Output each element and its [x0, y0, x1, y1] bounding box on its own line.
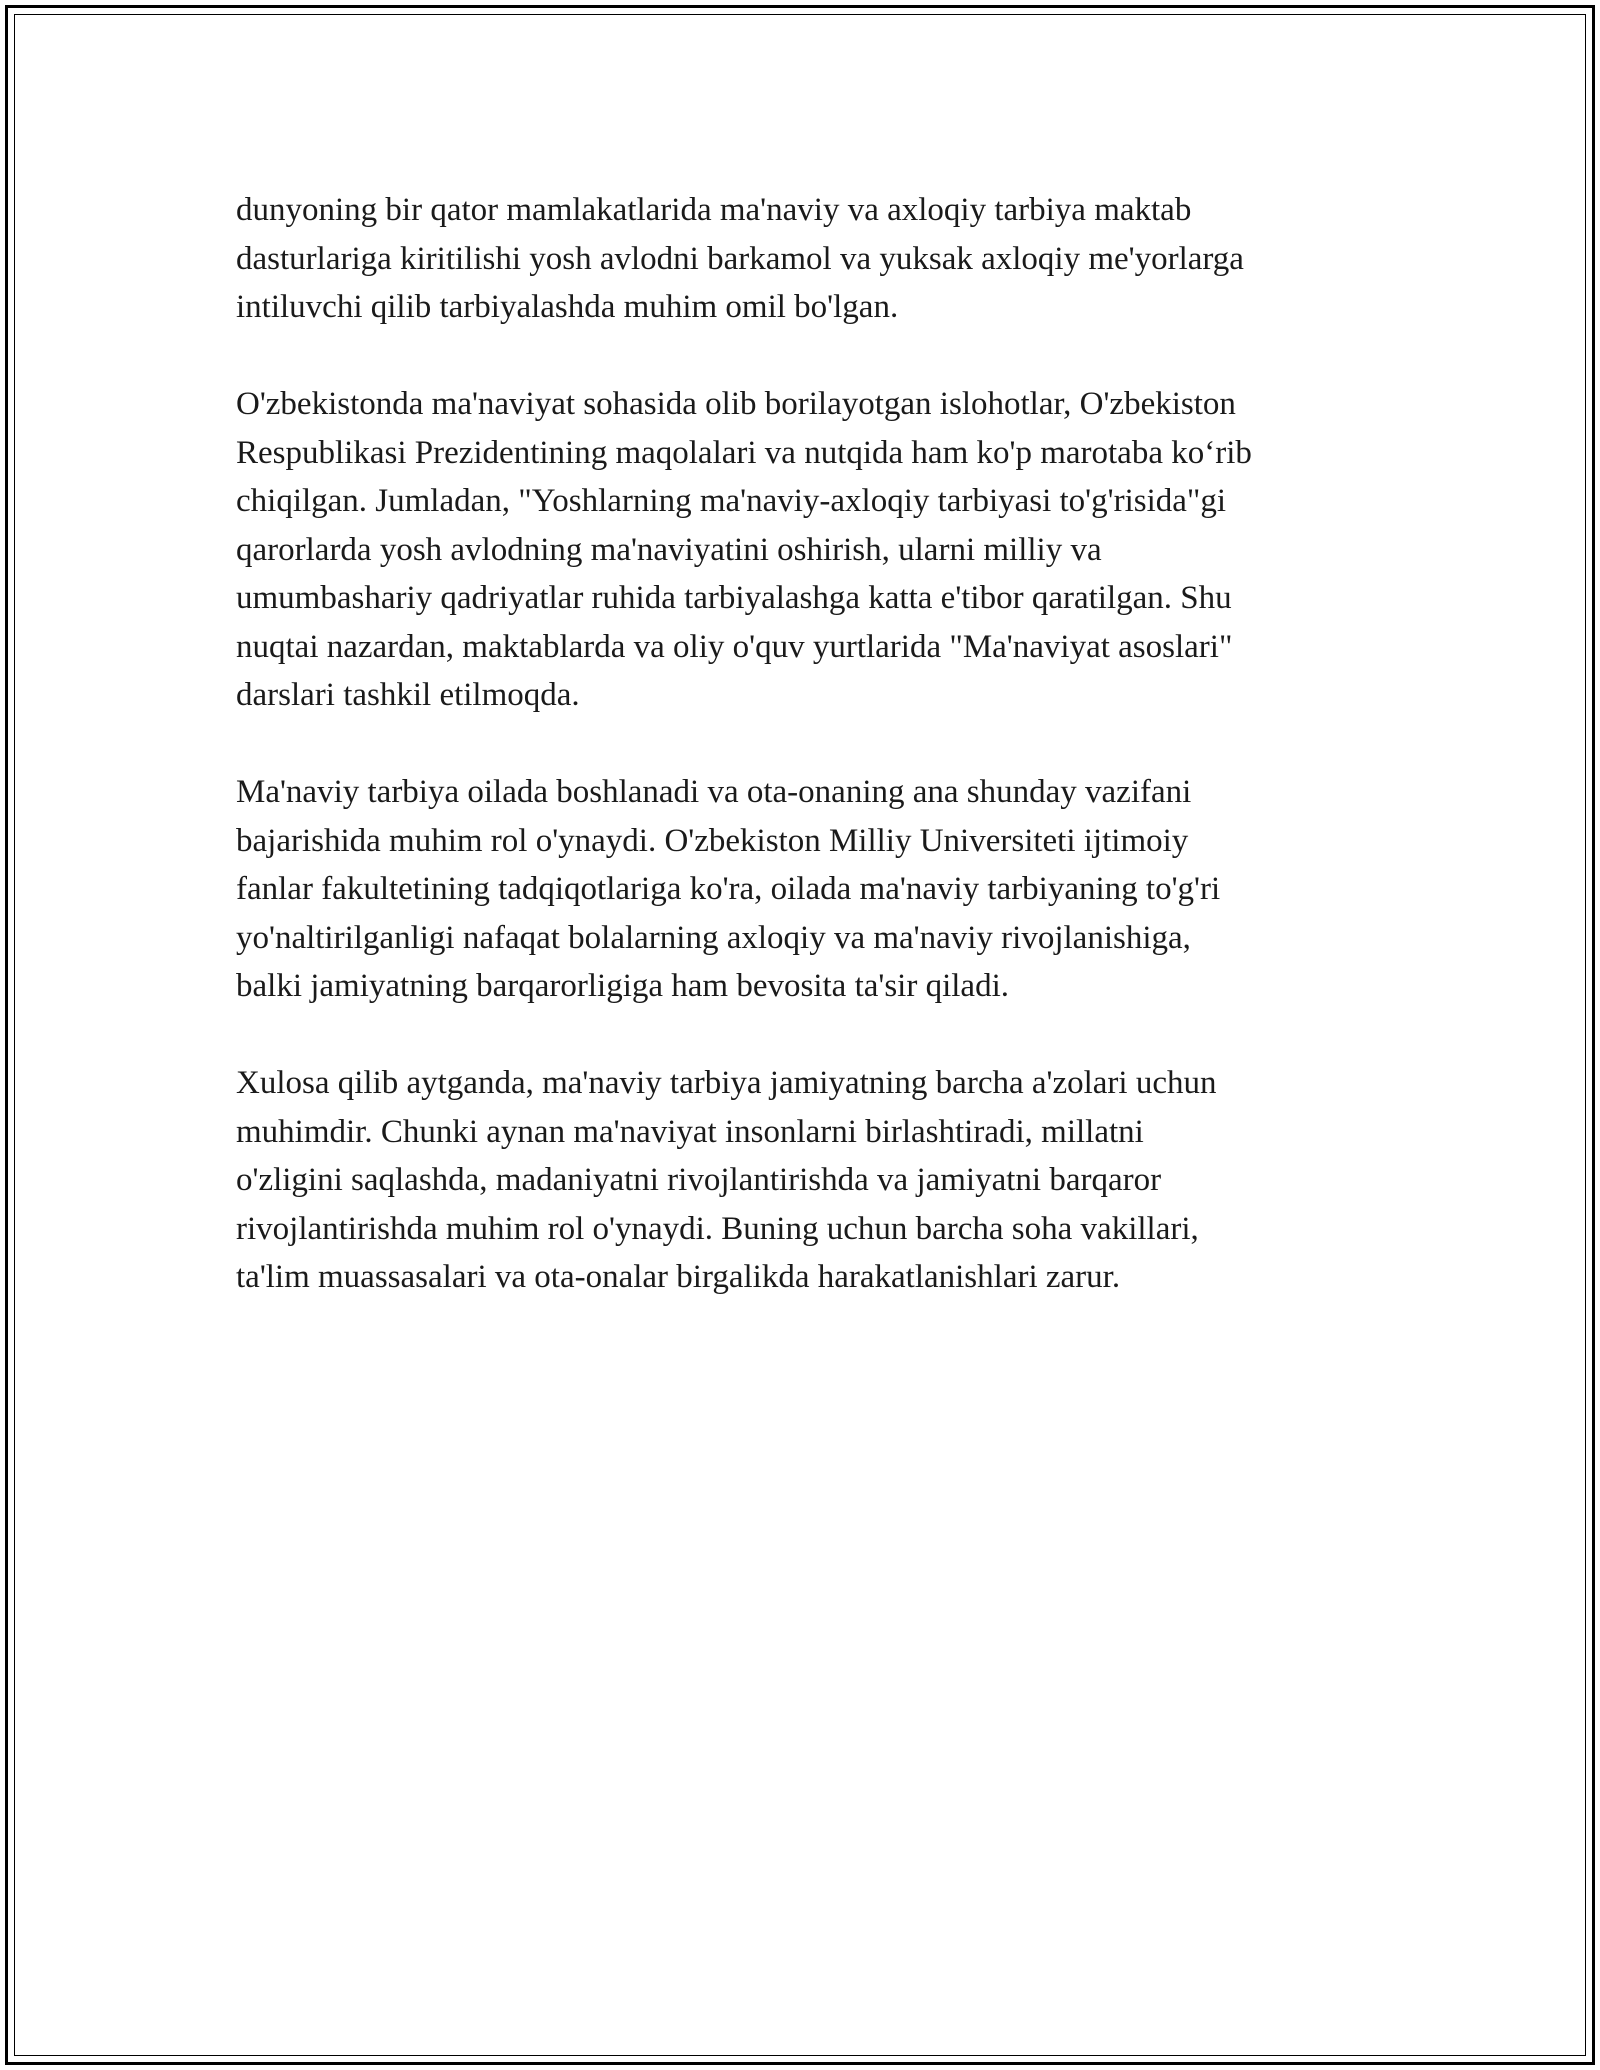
text-line: nuqtai nazardan, maktablarda va oliy o'quv yurtlarida "Ma'naviyat asoslari" — [236, 628, 1233, 665]
text-line: Ma'naviy tarbiya oilada boshlanadi va ota-onaning ana shunday vazifani — [236, 774, 1192, 810]
text-line: dunyoning bir qator mamlakatlarida ma'naviy va axloqiy tarbiya maktab — [236, 192, 1192, 228]
text-line: muhimdir. Chunki aynan ma'naviyat insonlarni birlashtiradi, millatni — [236, 1113, 1144, 1150]
text-line: dasturlariga kiritilishi yosh avlodni barkamol va yuksak axloqiy me'yorlarga — [236, 240, 1244, 277]
paragraph-conclusion — [236, 1059, 1376, 1302]
paragraph-reforms — [236, 380, 1376, 720]
text-line: ta'lim muassasalari va ota-onalar birgalikda harakatlanishlari zarur. — [236, 1259, 1121, 1295]
text-line: Xulosa qilib aytganda, ma'naviy tarbiya jamiyatning barcha a'zolari uchun — [236, 1065, 1217, 1101]
text-line: umumbashariy qadriyatlar ruhida tarbiyalashga katta e'tibor qaratilgan. Shu — [236, 580, 1232, 616]
text-line: darslari tashkil etilmoqda. — [236, 677, 580, 713]
text-line: bajarishida muhim rol o'ynaydi. O'zbekiston Milliy Universiteti ijtimoiy — [236, 822, 1189, 859]
text-line: Respublikasi Prezidentining maqolalari va nutqida ham ko'p marotaba ko‘rib — [236, 434, 1252, 471]
document-body — [236, 186, 1376, 1350]
text-line: yo'naltirilganligi nafaqat bolalarning axloqiy va ma'naviy rivojlanishiga, — [236, 919, 1191, 956]
text-line: O'zbekistonda ma'naviyat sohasida olib borilayotgan islohotlar, O'zbekiston — [236, 386, 1236, 422]
paragraph-family — [236, 768, 1376, 1011]
text-line: intiluvchi qilib tarbiyalashda muhim omil bo'lgan. — [236, 289, 899, 325]
text-line: qarorlarda yosh avlodning ma'naviyatini oshirish, ularni milliy va — [236, 531, 1102, 568]
text-line: balki jamiyatning barqarorligiga ham bevosita ta'sir qiladi. — [236, 968, 1009, 1004]
paragraph-intro — [236, 186, 1376, 332]
text-line: fanlar fakultetining tadqiqotlariga ko'ra, oilada ma'naviy tarbiyaning to'g'ri — [236, 871, 1221, 907]
text-line: rivojlantirishda muhim rol o'ynaydi. Buning uchun barcha soha vakillari, — [236, 1210, 1199, 1247]
text-line: o'zligini saqlashda, madaniyatni rivojlantirishda va jamiyatni barqaror — [236, 1162, 1162, 1198]
text-line: chiqilgan. Jumladan, "Yoshlarning ma'naviy-axloqiy tarbiyasi to'g'risida"gi — [236, 483, 1227, 519]
